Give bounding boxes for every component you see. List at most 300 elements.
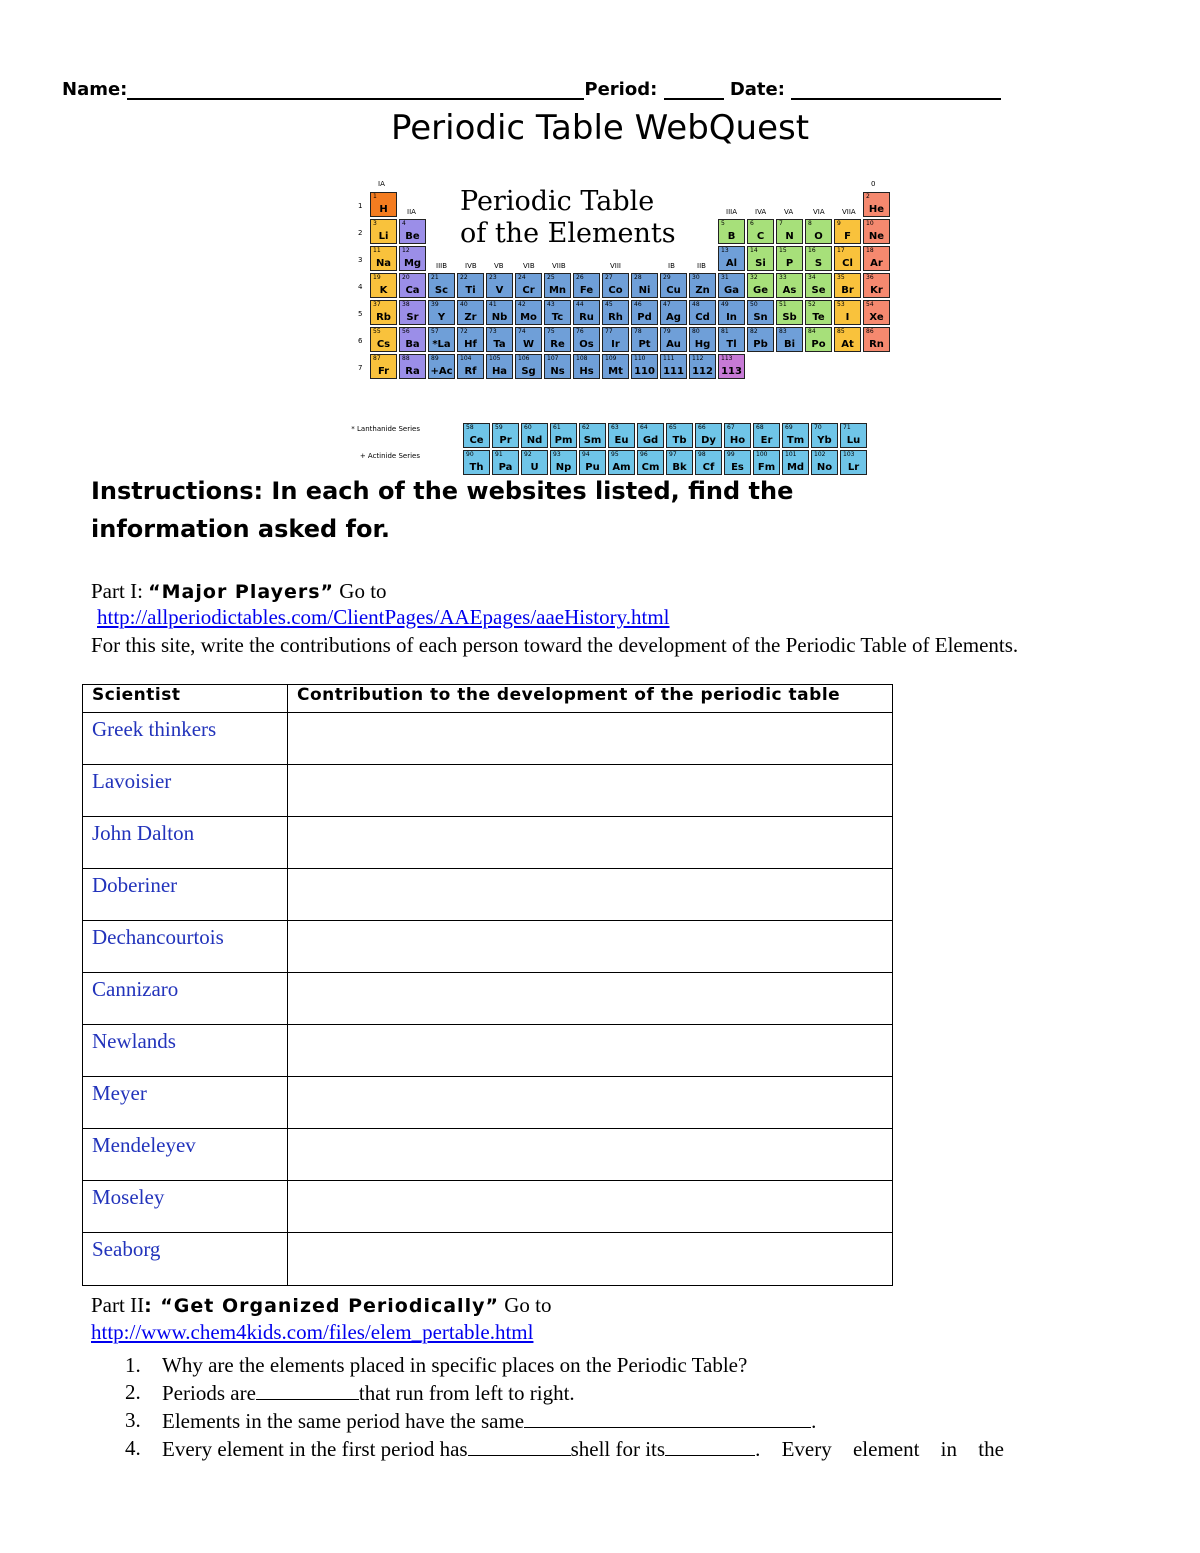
question-text: Periods are [162, 1381, 256, 1405]
element-cell [834, 273, 861, 298]
atomic-number: 100 [756, 451, 768, 458]
element-symbol: Th [469, 462, 484, 473]
table-row [83, 973, 893, 1025]
atomic-number: 105 [489, 355, 501, 362]
element-symbol: Cu [666, 285, 681, 296]
atomic-number: 112 [692, 355, 704, 362]
element-cell [753, 423, 780, 448]
element-cell [805, 219, 832, 244]
element-symbol: K [379, 285, 388, 296]
element-symbol: Cl [842, 258, 853, 269]
atomic-number: 64 [640, 424, 648, 431]
element-cell [428, 327, 455, 352]
element-symbol: Md [786, 462, 805, 473]
element-cell [718, 354, 745, 379]
element-cell [399, 246, 426, 271]
element-symbol: Ba [405, 339, 420, 350]
part2-title: “Get Organized Periodically” [160, 1295, 499, 1317]
element-cell [573, 300, 600, 325]
element-symbol: Nb [491, 312, 508, 323]
element-cell [863, 273, 890, 298]
element-symbol: Rn [869, 339, 884, 350]
element-cell [370, 354, 397, 379]
element-symbol: 111 [663, 366, 684, 377]
atomic-number: 98 [698, 451, 706, 458]
atomic-number: 47 [663, 301, 671, 308]
contribution-cell[interactable] [288, 1025, 893, 1077]
element-symbol: Rb [376, 312, 391, 323]
atomic-number: 101 [785, 451, 797, 458]
element-cell [782, 423, 809, 448]
atomic-number: 30 [692, 274, 700, 281]
atomic-number: 69 [785, 424, 793, 431]
element-cell [840, 423, 867, 448]
element-cell [660, 300, 687, 325]
element-cell [515, 327, 542, 352]
element-cell [608, 423, 635, 448]
answer-blank[interactable] [665, 1435, 755, 1456]
group-label: VIIA [842, 208, 856, 216]
element-cell [486, 273, 513, 298]
element-cell [550, 423, 577, 448]
part2-url-link[interactable]: http://www.chem4kids.com/files/elem_pertable.html [91, 1320, 534, 1344]
atomic-number: 72 [460, 328, 468, 335]
atomic-number: 104 [460, 355, 472, 362]
atomic-number: 79 [663, 328, 671, 335]
question-text: shell for its [570, 1437, 666, 1461]
element-symbol: Er [760, 435, 773, 446]
element-cell [747, 273, 774, 298]
element-cell [805, 300, 832, 325]
period-label: 3 [358, 256, 363, 264]
element-symbol: U [530, 462, 539, 473]
atomic-number: 106 [518, 355, 530, 362]
part2-url-container [91, 1319, 533, 1346]
contribution-column-header: Contribution to the development of the periodic table [288, 685, 893, 713]
element-cell [573, 327, 600, 352]
element-cell [486, 327, 513, 352]
element-symbol: Ho [729, 435, 746, 446]
element-cell [370, 246, 397, 271]
atomic-number: 31 [721, 274, 729, 281]
periodic-table-title-line1: Periodic Table [460, 186, 655, 217]
atomic-number: 81 [721, 328, 729, 335]
element-symbol: He [868, 204, 885, 215]
atomic-number: 99 [727, 451, 735, 458]
element-cell [805, 246, 832, 271]
element-cell [457, 327, 484, 352]
element-symbol: Zr [464, 312, 477, 323]
atomic-number: 74 [518, 328, 526, 335]
question-item [125, 1352, 1065, 1379]
element-symbol: No [816, 462, 833, 473]
element-symbol: Ag [666, 312, 681, 323]
answer-blank[interactable] [524, 1407, 811, 1428]
part2-colon: : [144, 1295, 161, 1317]
element-symbol: Rh [608, 312, 623, 323]
atomic-number: 103 [843, 451, 855, 458]
element-cell [399, 219, 426, 244]
table-row [83, 1025, 893, 1077]
answer-blank[interactable] [468, 1435, 571, 1456]
element-symbol: Mg [403, 258, 422, 269]
period-label: 5 [358, 310, 363, 318]
element-symbol: Cs [376, 339, 391, 350]
atomic-number: 77 [605, 328, 613, 335]
atomic-number: 95 [611, 451, 619, 458]
scientist-name: John Dalton [83, 817, 288, 869]
element-symbol: Mn [548, 285, 567, 296]
element-symbol: F [844, 231, 851, 242]
atomic-number: 65 [669, 424, 677, 431]
atomic-number: 57 [431, 328, 439, 335]
element-symbol: H [379, 204, 388, 215]
page-title: Periodic Table WebQuest [390, 108, 810, 148]
atomic-number: 78 [634, 328, 642, 335]
contribution-cell[interactable] [288, 1129, 893, 1181]
element-cell [602, 327, 629, 352]
element-cell [602, 300, 629, 325]
element-symbol: Zn [695, 285, 710, 296]
element-cell [544, 354, 571, 379]
element-cell [631, 354, 658, 379]
atomic-number: 50 [750, 301, 758, 308]
element-cell [457, 300, 484, 325]
scientist-name: Mendeleyev [83, 1129, 288, 1181]
element-symbol: P [785, 258, 794, 269]
atomic-number: 28 [634, 274, 642, 281]
element-cell [428, 354, 455, 379]
element-symbol: Be [405, 231, 420, 242]
atomic-number: 89 [431, 355, 439, 362]
element-symbol: Xe [869, 312, 884, 323]
group-label: IIA [407, 208, 416, 216]
atomic-number: 15 [779, 247, 787, 254]
element-symbol: Os [579, 339, 594, 350]
element-symbol: Co [608, 285, 623, 296]
question-item [125, 1379, 1065, 1407]
question-text: . [811, 1409, 817, 1433]
element-symbol: Ir [611, 339, 620, 350]
atomic-number: 71 [843, 424, 851, 431]
contribution-cell[interactable] [288, 973, 893, 1025]
atomic-number: 39 [431, 301, 439, 308]
element-cell [544, 300, 571, 325]
table-row [83, 1233, 893, 1286]
element-symbol: Au [666, 339, 681, 350]
atomic-number: 68 [756, 424, 764, 431]
contribution-cell[interactable] [288, 1181, 893, 1233]
atomic-number: 18 [866, 247, 874, 254]
atomic-number: 58 [466, 424, 474, 431]
atomic-number: 9 [837, 220, 841, 227]
element-symbol: B [727, 231, 736, 242]
atomic-number: 12 [402, 247, 410, 254]
element-symbol: Tl [726, 339, 737, 350]
element-cell [747, 246, 774, 271]
element-symbol: In [726, 312, 737, 323]
atomic-number: 49 [721, 301, 729, 308]
question-number: 4. [125, 1436, 141, 1460]
element-cell [631, 327, 658, 352]
atomic-number: 61 [553, 424, 561, 431]
element-symbol: Ce [469, 435, 484, 446]
element-symbol: Mt [608, 366, 623, 377]
element-symbol: Y [437, 312, 446, 323]
scientist-name: Doberiner [83, 869, 288, 921]
atomic-number: 2 [866, 193, 870, 200]
element-cell [695, 423, 722, 448]
part1-title: “Major Players” [148, 581, 335, 603]
element-symbol: Tm [786, 435, 805, 446]
element-cell [718, 246, 745, 271]
element-cell [689, 273, 716, 298]
element-symbol: Tb [672, 435, 687, 446]
date-blank[interactable] [791, 78, 1001, 100]
group-label: IVA [755, 208, 767, 216]
period-label: 7 [358, 364, 363, 372]
element-symbol: Ga [724, 285, 739, 296]
atomic-number: 102 [814, 451, 826, 458]
group-label: IB [668, 262, 675, 270]
element-cell [718, 300, 745, 325]
element-cell [521, 423, 548, 448]
atomic-number: 13 [721, 247, 729, 254]
atomic-number: 14 [750, 247, 758, 254]
atomic-number: 53 [837, 301, 845, 308]
atomic-number: 20 [402, 274, 410, 281]
question-number: 1. [125, 1353, 141, 1377]
element-cell [631, 273, 658, 298]
element-symbol: Sn [753, 312, 768, 323]
element-symbol: Pb [753, 339, 768, 350]
atomic-number: 34 [808, 274, 816, 281]
element-symbol: Al [725, 258, 738, 269]
atomic-number: 62 [582, 424, 590, 431]
periodic-table-title-line2: of the Elements [460, 218, 676, 249]
atomic-number: 87 [373, 355, 381, 362]
series-label: + Actinide Series [359, 452, 420, 460]
atomic-number: 70 [814, 424, 822, 431]
element-cell [863, 192, 890, 217]
element-symbol: Re [550, 339, 565, 350]
element-symbol: *La [432, 339, 451, 350]
atomic-number: 54 [866, 301, 874, 308]
element-symbol: Am [612, 462, 631, 473]
part2-heading [91, 1292, 551, 1320]
atomic-number: 22 [460, 274, 468, 281]
part1-goto: Go to [334, 579, 387, 603]
question-item [125, 1435, 1065, 1463]
atomic-number: 91 [495, 451, 503, 458]
atomic-number: 108 [576, 355, 588, 362]
periodic-table-image [350, 176, 898, 472]
element-cell [776, 327, 803, 352]
element-symbol: Na [375, 258, 392, 269]
element-symbol: Br [841, 285, 854, 296]
atomic-number: 24 [518, 274, 526, 281]
element-cell [834, 300, 861, 325]
element-cell [370, 300, 397, 325]
period-blank[interactable] [664, 78, 724, 100]
element-symbol: Ha [491, 366, 508, 377]
element-cell [637, 423, 664, 448]
element-cell [747, 219, 774, 244]
table-row [83, 817, 893, 869]
group-label: 0 [871, 180, 876, 188]
element-symbol: Yb [817, 435, 832, 446]
element-cell [863, 219, 890, 244]
element-symbol: C [756, 231, 765, 242]
element-symbol: Li [378, 231, 389, 242]
group-label: VIB [523, 262, 535, 270]
element-cell [370, 192, 397, 217]
atomic-number: 59 [495, 424, 503, 431]
atomic-number: 80 [692, 328, 700, 335]
contribution-cell[interactable] [288, 817, 893, 869]
atomic-number: 4 [402, 220, 406, 227]
element-symbol: Sg [521, 366, 536, 377]
table-row [83, 1129, 893, 1181]
element-cell [515, 273, 542, 298]
contribution-cell[interactable] [288, 765, 893, 817]
element-symbol: Np [555, 462, 572, 473]
element-cell [399, 273, 426, 298]
element-cell [457, 354, 484, 379]
atomic-number: 27 [605, 274, 613, 281]
part2-goto: Go to [498, 1293, 552, 1317]
atomic-number: 82 [750, 328, 758, 335]
element-cell [863, 300, 890, 325]
group-label: IIIB [436, 262, 447, 270]
atomic-number: 92 [524, 451, 532, 458]
element-cell [631, 300, 658, 325]
element-symbol: Mo [520, 312, 537, 323]
atomic-number: 37 [373, 301, 381, 308]
element-cell [370, 327, 397, 352]
question-number: 2. [125, 1380, 141, 1404]
question-text: Why are the elements placed in specific places on the Periodic Table? [162, 1353, 748, 1377]
question-text: that run from left to right. [358, 1381, 575, 1405]
question-list [125, 1352, 1065, 1463]
contribution-cell[interactable] [288, 1077, 893, 1129]
scientist-table [82, 684, 893, 1286]
element-symbol: Si [755, 258, 766, 269]
contribution-cell[interactable] [288, 713, 893, 765]
atomic-number: 36 [866, 274, 874, 281]
table-row [83, 869, 893, 921]
element-symbol: Cr [522, 285, 535, 296]
element-symbol: Nd [526, 435, 543, 446]
element-cell [805, 327, 832, 352]
element-symbol: Cf [702, 462, 715, 473]
atomic-number: 67 [727, 424, 735, 431]
element-cell [747, 300, 774, 325]
group-label: IIB [697, 262, 706, 270]
element-symbol: Fm [757, 462, 776, 473]
element-symbol: N [785, 231, 794, 242]
atomic-number: 35 [837, 274, 845, 281]
atomic-number: 11 [373, 247, 381, 254]
atomic-number: 73 [489, 328, 497, 335]
scientist-column-header: Scientist [83, 685, 288, 713]
atomic-number: 29 [663, 274, 671, 281]
table-row [83, 921, 893, 973]
name-blank[interactable] [127, 78, 584, 100]
element-symbol: I [845, 312, 850, 323]
element-cell [776, 300, 803, 325]
question-text: Elements in the same period have the same [162, 1409, 525, 1433]
atomic-number: 46 [634, 301, 642, 308]
part1-url-link[interactable]: http://allperiodictables.com/ClientPages/AAEpages/aaeHistory.html [97, 605, 670, 629]
element-symbol: S [814, 258, 823, 269]
element-cell [666, 423, 693, 448]
element-cell [776, 246, 803, 271]
element-cell [492, 423, 519, 448]
student-info-header [62, 78, 1001, 100]
element-symbol: Sm [583, 435, 602, 446]
element-cell [573, 354, 600, 379]
contribution-cell[interactable] [288, 869, 893, 921]
atomic-number: 75 [547, 328, 555, 335]
atomic-number: 52 [808, 301, 816, 308]
element-symbol: Ne [868, 231, 885, 242]
atomic-number: 83 [779, 328, 787, 335]
element-symbol: Bi [783, 339, 796, 350]
atomic-number: 63 [611, 424, 619, 431]
element-symbol: 113 [721, 366, 742, 377]
group-label: VIIB [552, 262, 566, 270]
element-symbol: Lr [847, 462, 860, 473]
atomic-number: 40 [460, 301, 468, 308]
element-symbol: Cd [695, 312, 710, 323]
atomic-number: 44 [576, 301, 584, 308]
element-symbol: Ca [405, 285, 420, 296]
element-cell [486, 354, 513, 379]
element-symbol: Lu [846, 435, 861, 446]
element-cell [573, 273, 600, 298]
element-cell [399, 354, 426, 379]
element-cell [834, 246, 861, 271]
atomic-number: 25 [547, 274, 555, 281]
group-label: VB [494, 262, 504, 270]
contribution-cell[interactable] [288, 1233, 893, 1286]
element-cell [428, 300, 455, 325]
element-symbol: Ra [405, 366, 420, 377]
element-cell [515, 300, 542, 325]
question-item [125, 1407, 1065, 1435]
atomic-number: 33 [779, 274, 787, 281]
atomic-number: 66 [698, 424, 706, 431]
part1-description: For this site, write the contributions of each person toward the development of the Periodic Table of Elements. [91, 633, 1019, 657]
atomic-number: 94 [582, 451, 590, 458]
atomic-number: 111 [663, 355, 675, 362]
answer-blank[interactable] [256, 1379, 359, 1400]
element-symbol: Ru [579, 312, 594, 323]
atomic-number: 113 [721, 355, 733, 362]
group-label: IIIA [726, 208, 737, 216]
element-symbol: W [522, 339, 535, 350]
element-cell [689, 354, 716, 379]
element-symbol: Pd [637, 312, 652, 323]
element-cell [718, 327, 745, 352]
atomic-number: 84 [808, 328, 816, 335]
element-symbol: Sb [782, 312, 797, 323]
contribution-cell[interactable] [288, 921, 893, 973]
atomic-number: 32 [750, 274, 758, 281]
element-cell [486, 300, 513, 325]
element-cell [776, 273, 803, 298]
